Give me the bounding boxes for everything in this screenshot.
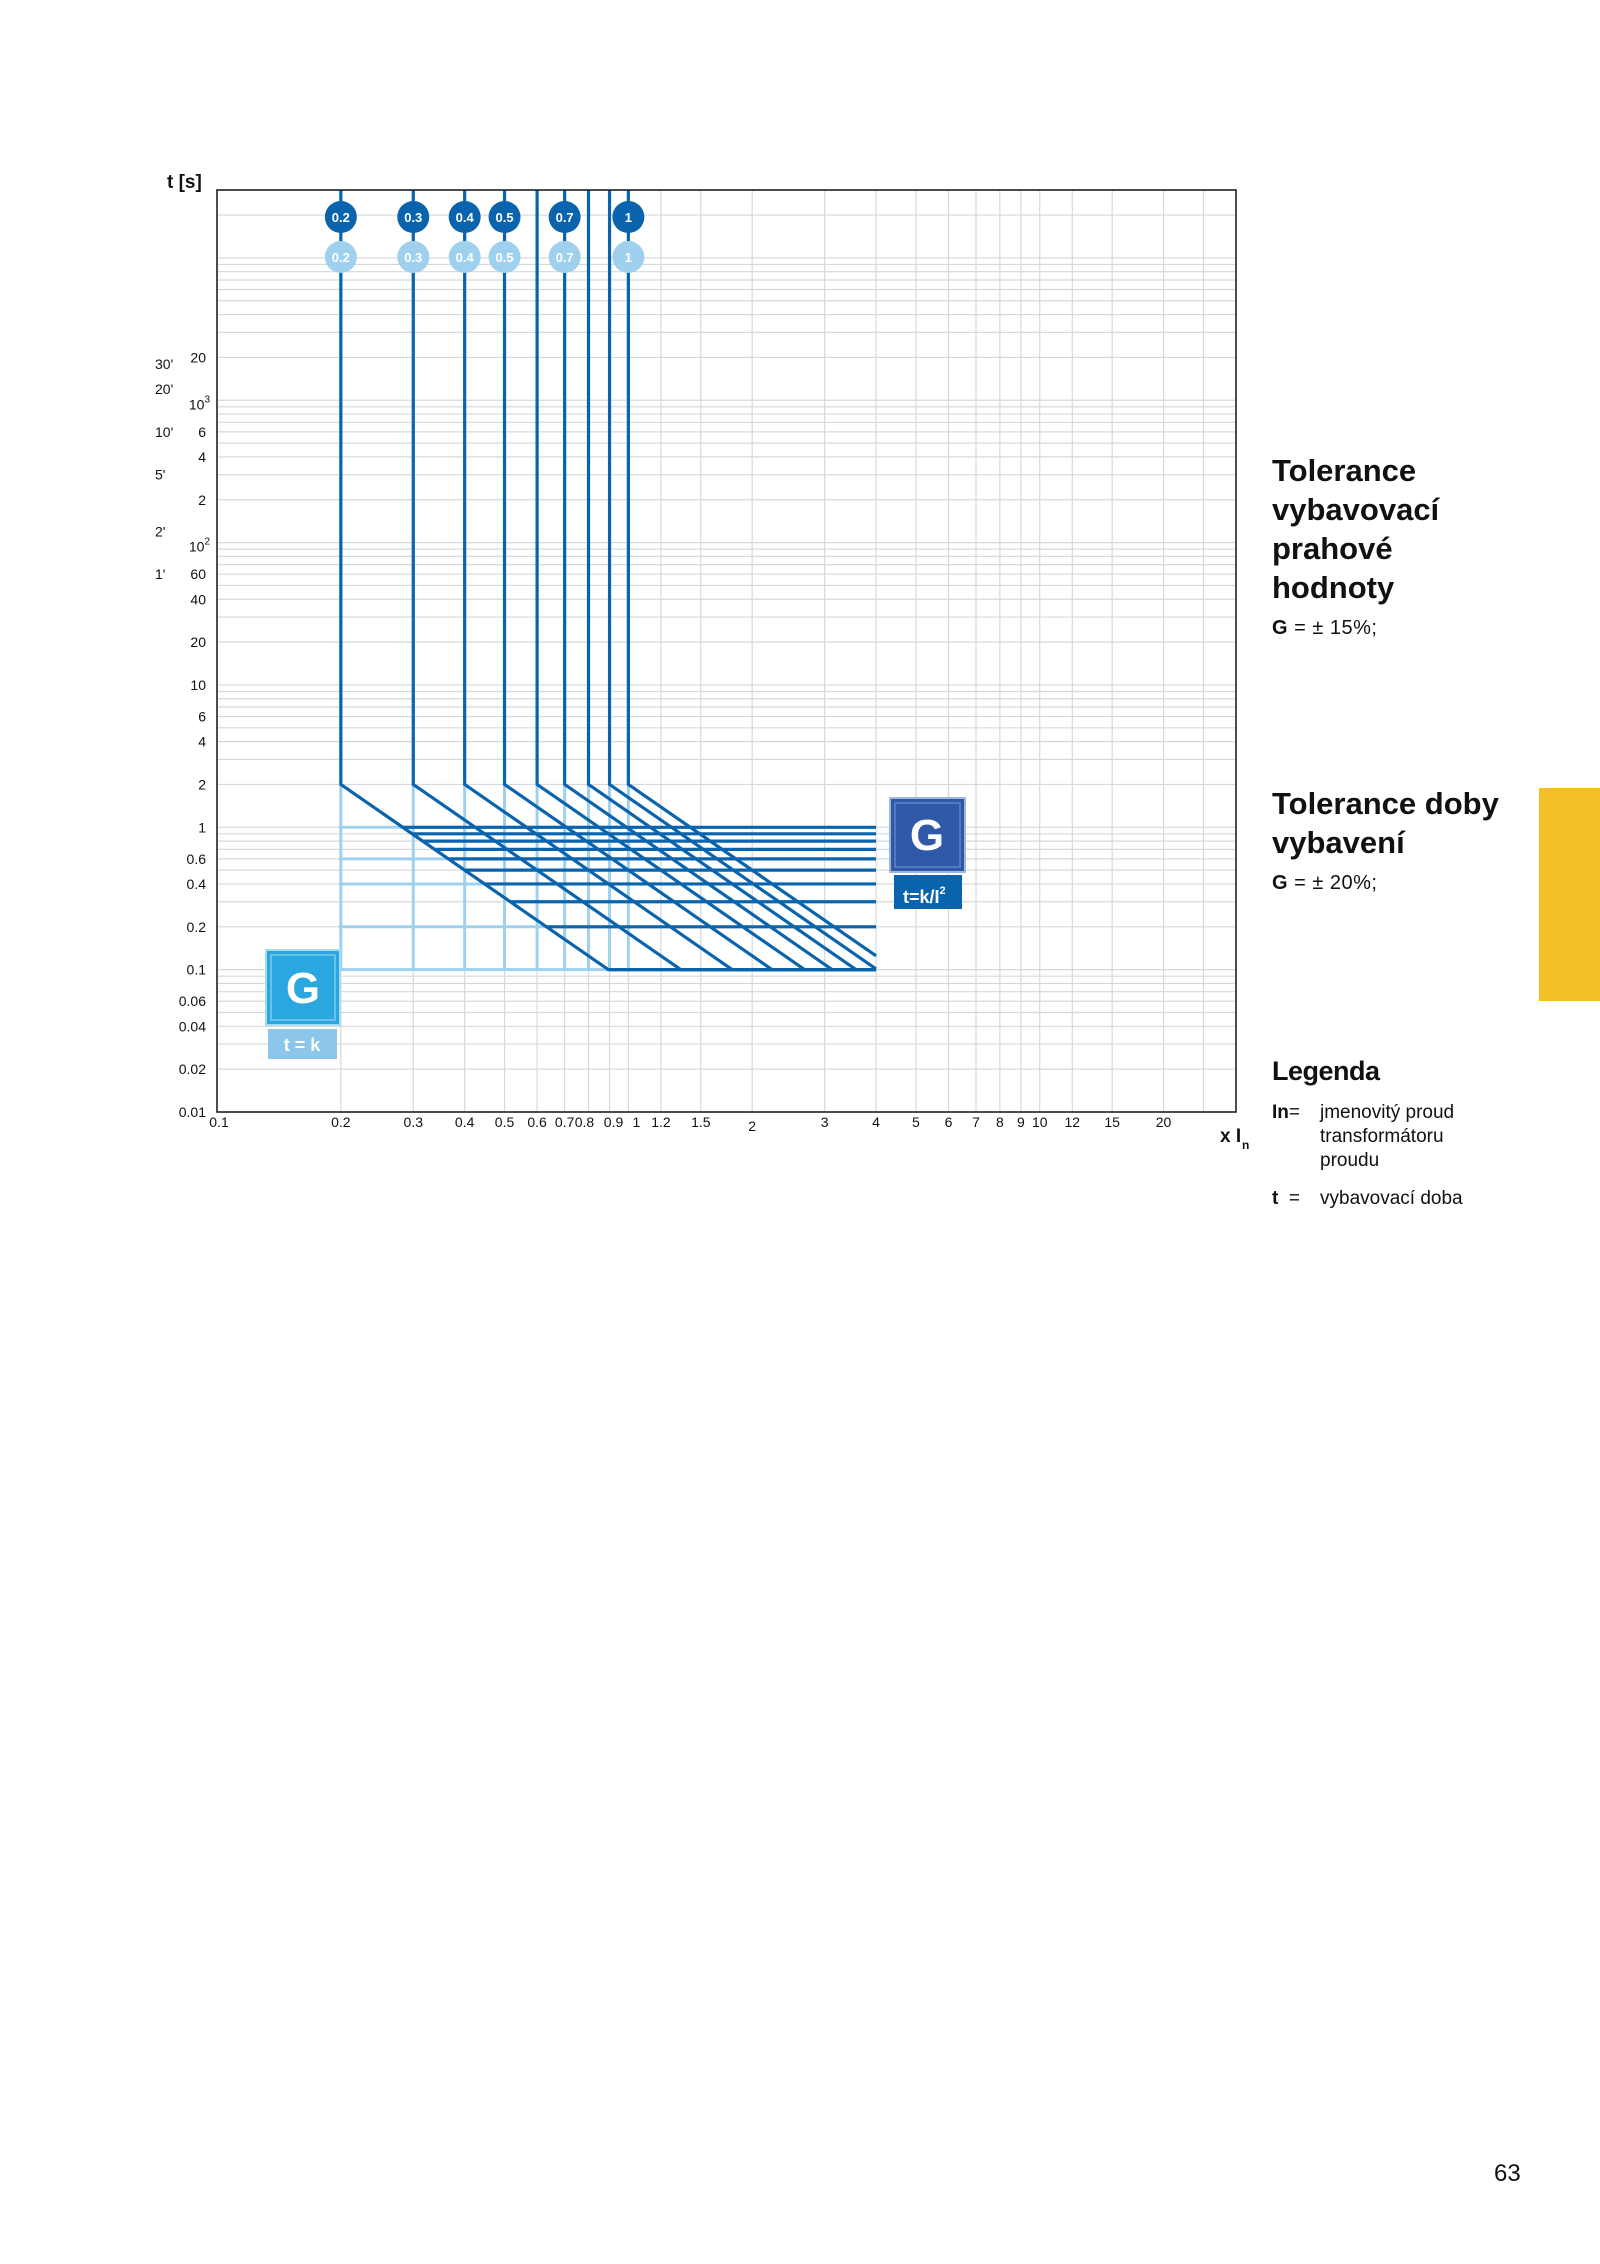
y-minute-label: 20' (155, 380, 174, 397)
y-tick-label: 60 (190, 566, 206, 583)
legend-item-t: t = vybavovací doba (1272, 1188, 1463, 1209)
x-tick-label: 9 (1017, 1114, 1025, 1130)
threshold-marker-light-label: 0.4 (455, 250, 474, 265)
legend-title: Legenda (1272, 1056, 1380, 1086)
legend-item-in: In= jmenovitý proud transformátoru proudu (1272, 1102, 1455, 1171)
section-accent-tab (1539, 788, 1600, 1001)
threshold-tolerance-title: Tolerance vybavovací prahové hodnoty (1272, 453, 1440, 605)
x-tick-label: 0.9 (603, 1114, 624, 1130)
badge-tk-caption: t = k (283, 1035, 321, 1055)
y-tick-label: 10 (190, 676, 206, 693)
badge-i2t-letter: G (909, 811, 945, 860)
plot-area (217, 190, 1236, 1112)
svg-text:n: n (1242, 1138, 1250, 1152)
x-tick-label: 1.5 (691, 1114, 711, 1130)
x-axis-title (1220, 1126, 1249, 1152)
x-tick-label: 0.2 (331, 1114, 351, 1130)
x-tick-label: 0.6 (527, 1114, 547, 1130)
x-tick-label: 3 (820, 1114, 829, 1130)
y-tick-label: 4 (198, 733, 206, 750)
threshold-marker-dark-label: 0.3 (404, 210, 423, 225)
y-tick-label: 0.01 (178, 1104, 206, 1120)
x-tick-label: 0.3 (403, 1114, 424, 1130)
x-tick-label: 0.7 (554, 1114, 575, 1130)
badge-i2t-caption: $t=k/I^2$ (903, 885, 946, 907)
y-minute-label: 5' (155, 466, 166, 483)
time-tolerance-value: G = ± 20%; (1272, 872, 1378, 894)
y-tick-label: 6 (198, 708, 206, 725)
threshold-marker-dark-label: 0.7 (555, 210, 574, 225)
badge-tk-letter: G (285, 964, 321, 1013)
threshold-tolerance-section (1272, 451, 1572, 640)
threshold-tolerance-value: G = ± 15%; (1272, 617, 1378, 639)
y-axis-title: t [s] (167, 172, 202, 193)
grid (217, 190, 1236, 1112)
x-tick-label: 15 (1104, 1114, 1120, 1130)
x-tick-label: 0.8 (574, 1114, 595, 1130)
y-tick-label: 4 (198, 448, 206, 465)
y-tick-label: 20 (190, 634, 206, 651)
y-tick-label: 0.2 (186, 918, 206, 935)
y-tick-label: 20 (190, 349, 206, 366)
threshold-marker-dark-label: 0.4 (455, 210, 474, 225)
y-tick-label: 40 (190, 591, 206, 608)
threshold-marker-light-label: 0.3 (404, 250, 423, 265)
time-tolerance-title: Tolerance doby vybavení (1272, 786, 1499, 860)
y-tick-label: 1 (198, 819, 206, 836)
y-tick-label: 0.4 (186, 875, 206, 892)
x-tick-label: 7 (972, 1114, 980, 1130)
x-tick-label: 8 (995, 1114, 1004, 1130)
x-tick-label: 6 (944, 1114, 953, 1130)
threshold-marker-light-label: 1 (624, 250, 632, 265)
threshold-marker-light-label: 0.7 (555, 250, 574, 265)
threshold-marker-dark-label: 0.2 (331, 210, 350, 225)
threshold-marker-light-label: 0.5 (495, 250, 514, 265)
y-tick-label: 2 (198, 776, 206, 793)
legend (1272, 1052, 1572, 1211)
y-minute-label: 2' (155, 523, 166, 540)
y-minute-label: 30' (155, 355, 174, 372)
y-tick-label: 0.06 (178, 993, 206, 1010)
threshold-marker-dark-label: 1 (624, 210, 632, 225)
threshold-marker-dark-label: 0.5 (495, 210, 514, 225)
y-tick-label: 6 (198, 423, 206, 440)
time-tolerance-section (1272, 784, 1572, 895)
x-tick-label: 2 (748, 1118, 757, 1134)
x-tick-label: 0.4 (454, 1114, 475, 1130)
svg-text:x I: x I (1220, 1126, 1242, 1147)
y-tick-label: 0.04 (178, 1018, 206, 1035)
y-tick-label: 2 (198, 491, 206, 508)
x-tick-label: 5 (911, 1114, 920, 1130)
y-tick-label: 0.1 (186, 961, 206, 978)
y-tick-label: $10^3$ (188, 394, 210, 413)
threshold-marker-light-label: 0.2 (331, 250, 350, 265)
x-tick-label: 1.2 (651, 1114, 671, 1130)
y-tick-label: 0.6 (186, 850, 206, 867)
y-tick-label: 0.02 (178, 1061, 206, 1078)
page-number: 63 (1494, 2160, 1521, 2187)
x-tick-label: 12 (1064, 1114, 1081, 1130)
y-minute-label: 10' (155, 423, 174, 440)
x-tick-label: 4 (872, 1114, 880, 1130)
x-tick-label: 1 (632, 1114, 641, 1130)
x-tick-label: 10 (1031, 1114, 1048, 1130)
x-tick-label: 20 (1155, 1114, 1172, 1130)
x-tick-label: 0.1 (209, 1114, 229, 1130)
x-tick-label: 0.5 (494, 1114, 515, 1130)
y-tick-label: $10^2$ (188, 536, 210, 555)
y-minute-label: 1' (155, 566, 166, 583)
